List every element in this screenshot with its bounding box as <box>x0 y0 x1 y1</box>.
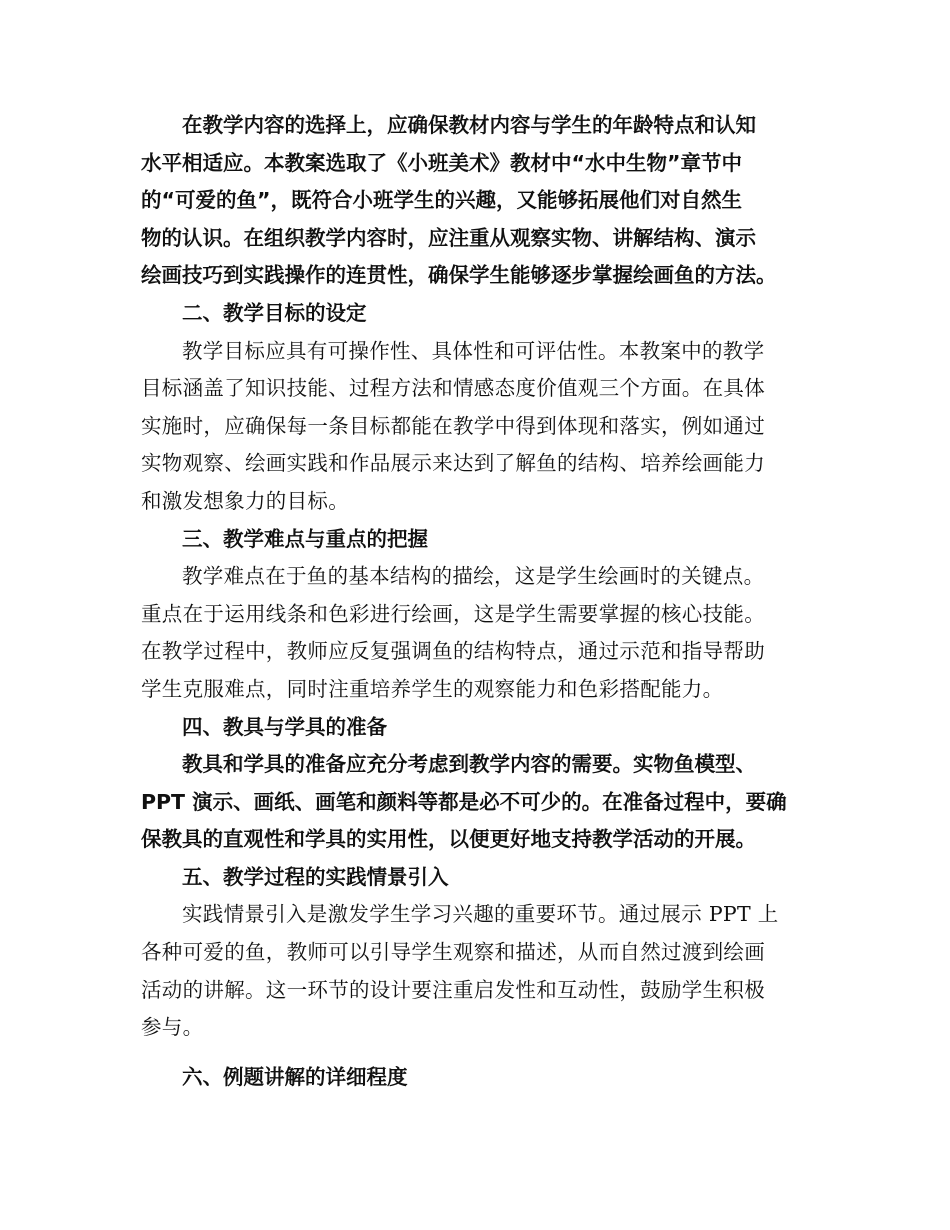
text-line: 的“可爱的鱼”，既符合小班学生的兴趣，又能够拓展他们对自然生 <box>141 188 742 213</box>
text-line: 水平相适应。本教案选取了《小班美术》教材中“水中生物”章节中 <box>141 150 742 175</box>
paragraph-difficulties <box>141 558 811 708</box>
section-heading-materials: 四、教具与学具的准备 <box>182 714 387 739</box>
paragraph-objectives <box>141 333 811 521</box>
text-line: 实物观察、绘画实践和作品展示来达到了解鱼的结构、培养绘画能力 <box>141 451 765 476</box>
text-line: 教具和学具的准备应充分考虑到教学内容的需要。实物鱼模型、 <box>182 752 756 777</box>
text-line: 和激发想象力的目标。 <box>141 488 349 513</box>
text-line: 教学难点在于鱼的基本结构的描绘，这是学生绘画时的关键点。 <box>182 564 765 589</box>
text-line: 在教学过程中，教师应反复强调鱼的结构特点，通过示范和指导帮助 <box>141 639 765 664</box>
text-line: 学生克服难点，同时注重培养学生的观察能力和色彩搭配能力。 <box>141 676 724 701</box>
text-line: 活动的讲解。这一环节的设计要注重启发性和互动性，鼓励学生积极 <box>141 977 765 1002</box>
text-line: 在教学内容的选择上，应确保教材内容与学生的年龄特点和认知 <box>182 113 756 137</box>
text-line: 实践情景引入是激发学生学习兴趣的重要环节。通过展示 PPT 上 <box>182 902 779 927</box>
section-heading-introduction: 五、教学过程的实践情景引入 <box>182 864 449 889</box>
text-line: PPT 演示、画纸、画笔和颜料等都是必不可少的。在准备过程中，要确 <box>141 789 787 814</box>
section-heading-examples: 六、例题讲解的详细程度 <box>182 1064 408 1089</box>
document-body <box>141 107 811 1096</box>
text-line: 保教具的直观性和学具的实用性，以便更好地支持教学活动的开展。 <box>141 827 756 852</box>
paragraph-introduction <box>141 896 811 1046</box>
section-heading-objectives: 二、教学目标的设定 <box>182 300 367 325</box>
text-line: 物的认识。在组织教学内容时，应注重从观察实物、讲解结构、演示 <box>141 225 756 250</box>
text-line: 教学目标应具有可操作性、具体性和可评估性。本教案中的教学 <box>182 338 765 363</box>
section-heading-difficulties: 三、教学难点与重点的把握 <box>182 526 428 551</box>
text-line: 参与。 <box>141 1015 204 1040</box>
text-line: 重点在于运用线条和色彩进行绘画，这是学生需要掌握的核心技能。 <box>141 601 765 626</box>
paragraph-content-selection <box>141 107 811 295</box>
paragraph-materials <box>141 746 811 859</box>
text-line: 各种可爱的鱼，教师可以引导学生观察和描述，从而自然过渡到绘画 <box>141 940 765 965</box>
text-line: 目标涵盖了知识技能、过程方法和情感态度价值观三个方面。在具体 <box>141 376 765 401</box>
text-line: 实施时，应确保每一条目标都能在教学中得到体现和落实，例如通过 <box>141 413 765 438</box>
text-line: 绘画技巧到实践操作的连贯性，确保学生能够逐步掌握绘画鱼的方法。 <box>141 263 777 288</box>
